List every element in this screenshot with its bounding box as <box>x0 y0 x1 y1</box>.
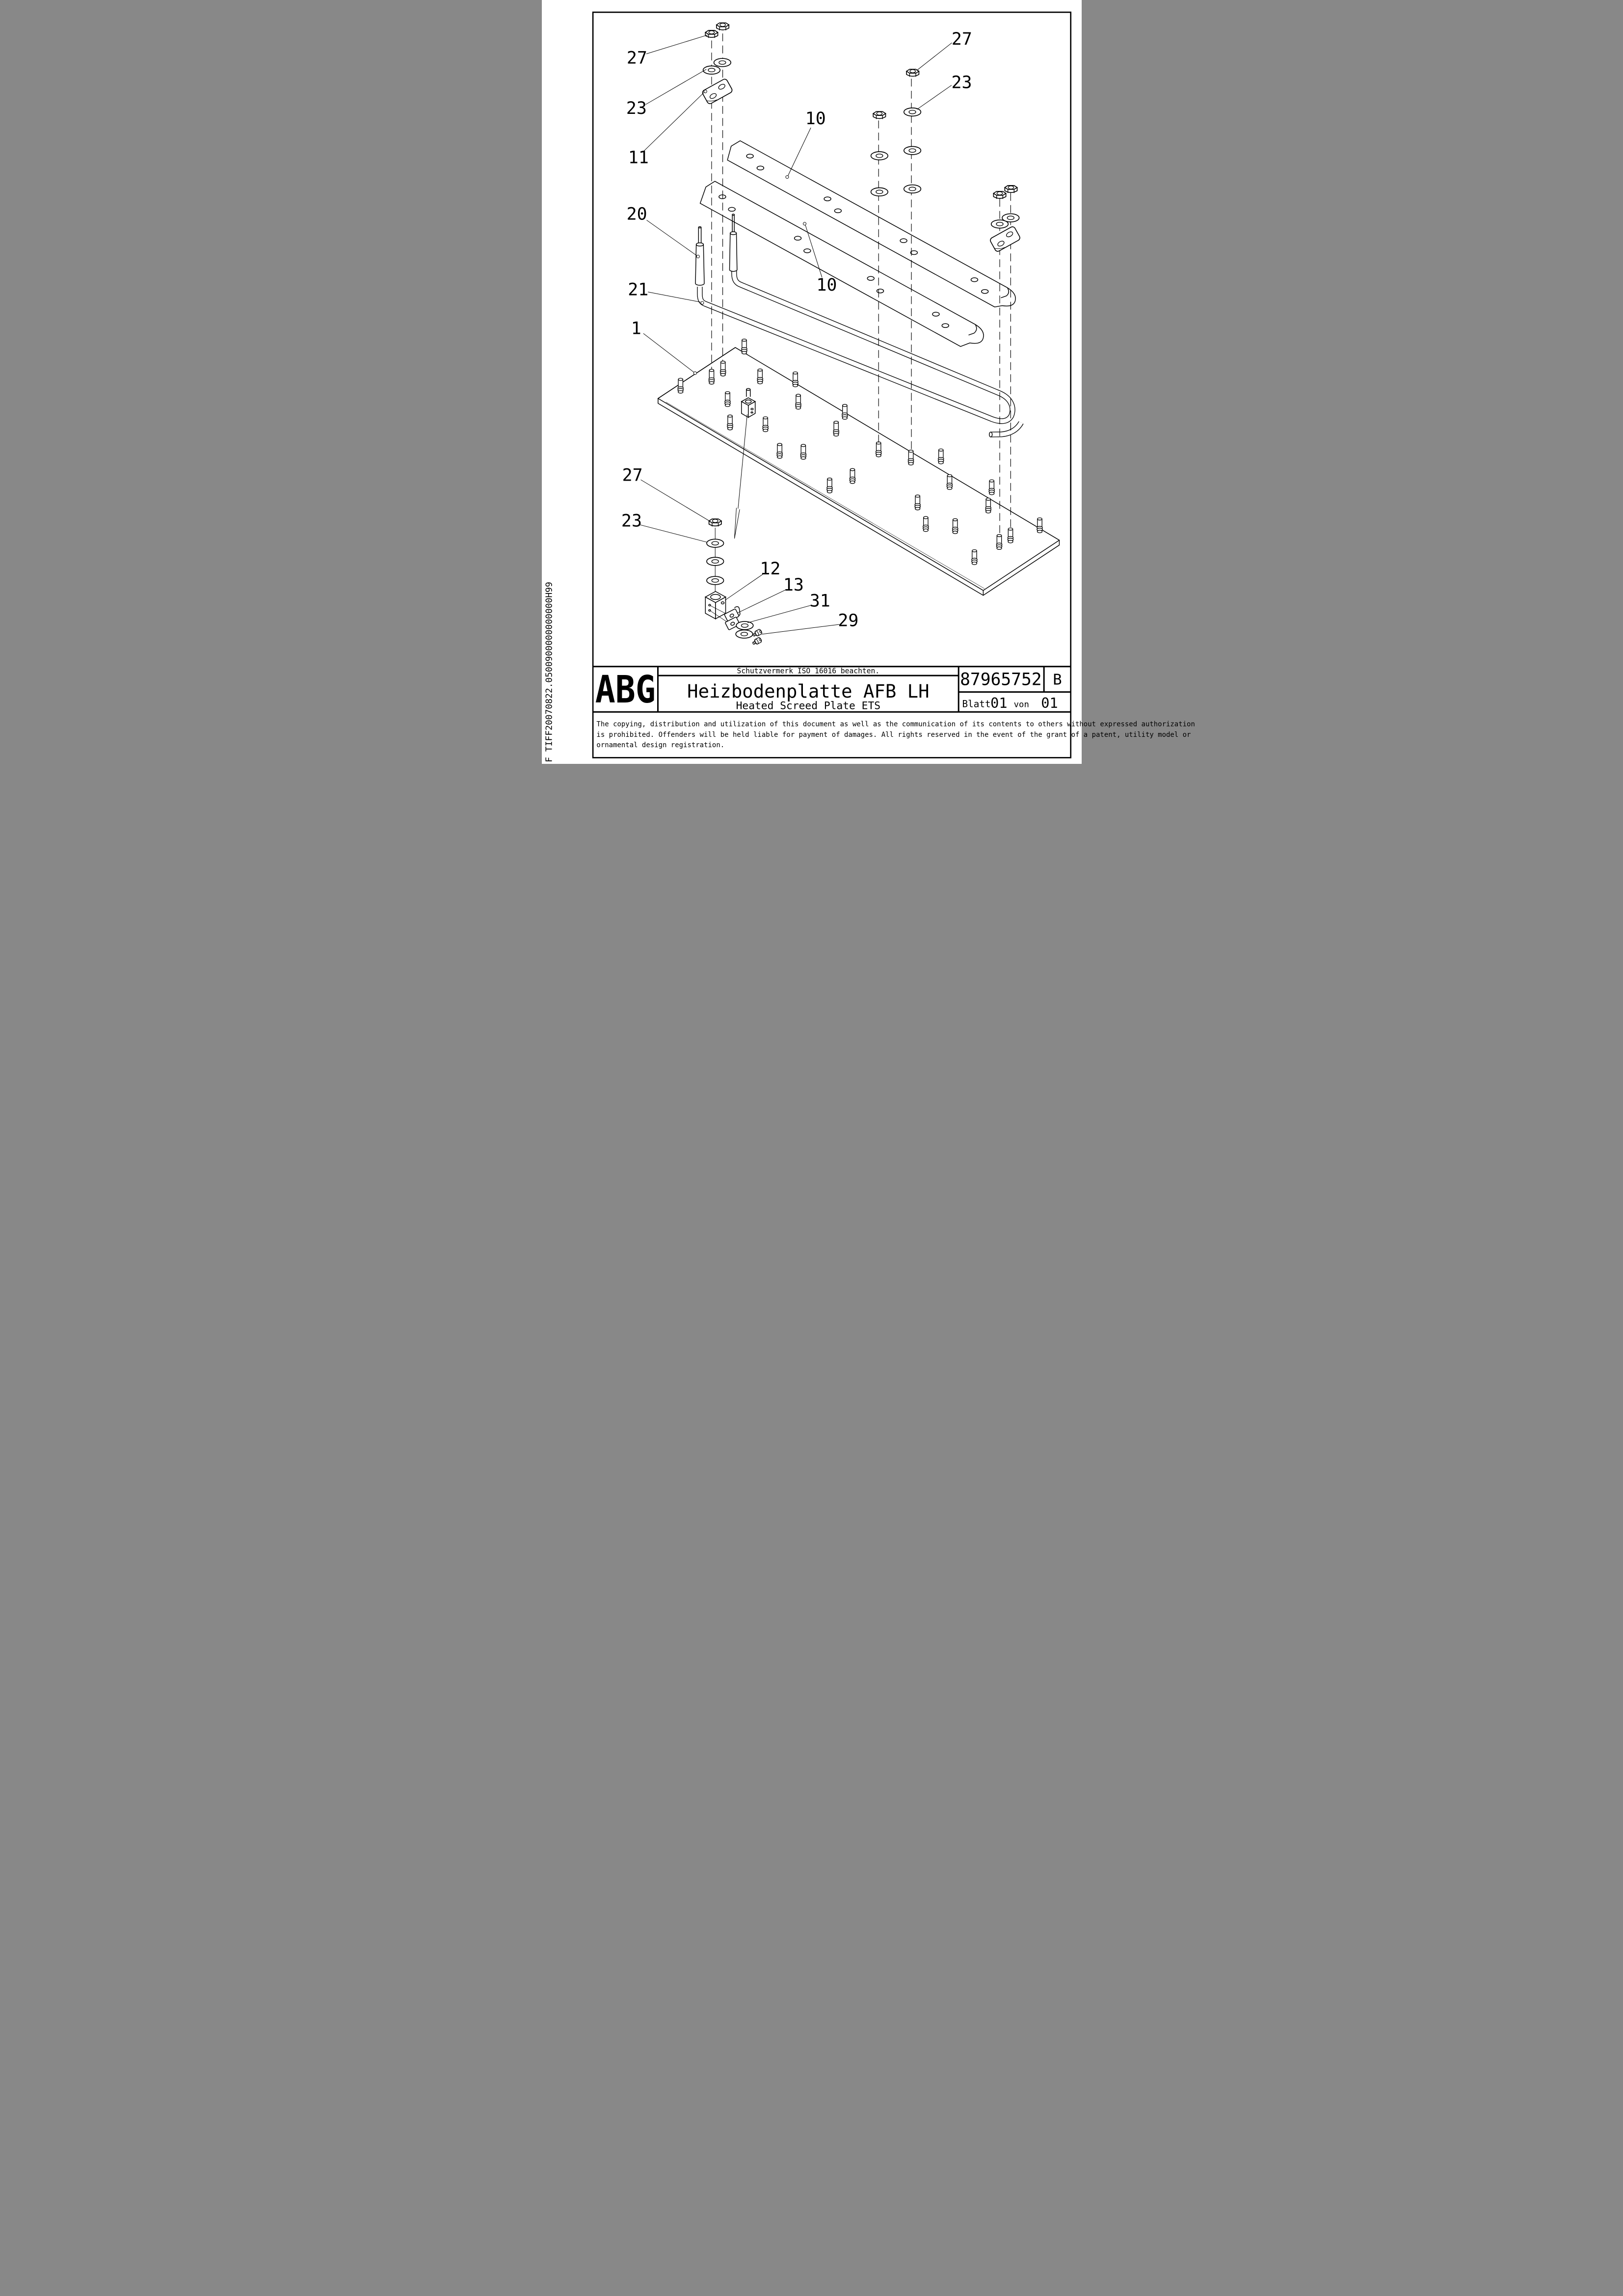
washer <box>871 152 888 160</box>
weld-stud <box>850 468 855 484</box>
weld-stud <box>800 444 806 459</box>
rail-hole <box>932 312 939 316</box>
rail-hole <box>942 324 949 327</box>
weld-stud <box>826 478 832 493</box>
rail-hole <box>877 289 883 293</box>
rail-hole <box>971 278 978 282</box>
weld-stud <box>727 415 732 430</box>
rail-hole <box>794 236 801 240</box>
leader-dot <box>785 176 788 179</box>
sheet-label: Blatt <box>962 698 991 710</box>
callout-number: 31 <box>809 591 830 611</box>
rail-hole <box>824 197 831 201</box>
sheet-total: 01 <box>1040 694 1058 711</box>
sheet-number: 01 <box>990 694 1008 711</box>
weld-stud <box>985 498 991 513</box>
weld-stud <box>947 475 952 490</box>
rail-hole <box>867 276 874 280</box>
washer <box>706 539 723 547</box>
rail-hole <box>718 195 725 199</box>
weld-stud <box>876 442 881 457</box>
callout-number: 27 <box>951 29 972 49</box>
lock-nut <box>716 23 728 30</box>
tube-open-end <box>989 432 992 437</box>
rail-hole <box>900 239 907 243</box>
weld-stud <box>720 361 725 376</box>
leader-dot <box>696 255 699 258</box>
weld-stud <box>938 449 943 464</box>
washer <box>706 576 723 585</box>
washer <box>904 146 921 155</box>
washer <box>1002 214 1019 222</box>
leader-dot <box>693 372 696 375</box>
protection-note: Schutzvermerk ISO 16016 beachten. <box>737 667 879 675</box>
leader-dot <box>704 90 707 93</box>
weld-stud <box>833 421 839 436</box>
weld-stud <box>741 339 746 354</box>
leader-dot <box>803 222 806 225</box>
legal-line-3: ornamental design registration. <box>596 741 724 750</box>
weld-stud <box>724 392 730 407</box>
washer <box>871 188 888 196</box>
margin-file-code: F TIFF20070822.0500900000000000H99 <box>544 582 555 762</box>
callout-number: 10 <box>816 275 837 296</box>
lock-nut <box>873 111 885 119</box>
weld-stud <box>795 394 800 409</box>
weld-stud <box>792 372 798 387</box>
weld-stud <box>923 516 928 532</box>
weld-stud <box>915 495 920 510</box>
legal-line-2: is prohibited. Offenders will be held liable for payment of damages. All rights reserved in the event of the grant of a patent, utility model or <box>596 730 1191 739</box>
lock-nut <box>705 30 718 38</box>
weld-stud <box>757 369 763 384</box>
lock-nut <box>993 191 1006 199</box>
weld-stud <box>1008 528 1013 543</box>
weld-stud <box>763 417 768 432</box>
callout-number: 11 <box>628 148 649 168</box>
weld-stud <box>842 405 847 420</box>
drawing-title-de: Heizbodenplatte AFB LH <box>687 680 930 702</box>
rail-hole <box>746 154 753 158</box>
rail-hole <box>981 290 988 294</box>
weld-stud <box>776 443 782 459</box>
revision-letter: B <box>1052 671 1062 689</box>
drawing-title-en: Heated Screed Plate ETS <box>736 700 880 712</box>
legal-line-1: The copying, distribution and utilization of this document as well as the communication of its contents to others without expressed authorization <box>596 720 1195 729</box>
callout-number: 29 <box>837 611 858 631</box>
leader-dot <box>700 301 703 304</box>
small-washer <box>736 630 753 638</box>
callout-number: 12 <box>759 559 780 579</box>
callout-number: 20 <box>626 204 647 224</box>
weld-stud <box>1037 518 1042 533</box>
callout-number: 23 <box>626 99 647 119</box>
washer <box>904 108 921 116</box>
weld-stud <box>908 450 913 465</box>
small-washer <box>736 621 753 630</box>
weld-stud <box>952 518 958 534</box>
weld-stud <box>971 550 977 565</box>
rail-hole <box>728 207 735 211</box>
washer <box>904 185 921 193</box>
callout-number: 1 <box>631 319 641 339</box>
callout-number: 13 <box>783 575 804 595</box>
brand-logo: ABG <box>595 668 656 712</box>
rail-hole <box>757 166 764 170</box>
callout-number: 27 <box>622 465 643 486</box>
callout-number: 27 <box>626 48 647 68</box>
rail-hole <box>834 209 841 213</box>
washer <box>706 557 723 566</box>
callout-number: 23 <box>951 73 972 93</box>
weld-stud <box>678 378 683 393</box>
part-number: 87965752 <box>959 670 1042 690</box>
drawing-sheet <box>542 0 1195 764</box>
sheet-of-label: von <box>1013 700 1029 710</box>
washer <box>714 58 731 67</box>
lock-nut <box>1005 186 1017 193</box>
callout-number: 21 <box>627 280 648 300</box>
exploded-parts-drawing <box>542 0 1195 764</box>
weld-stud <box>709 369 714 384</box>
callout-number: 10 <box>805 108 826 129</box>
weld-stud <box>996 535 1002 550</box>
washer <box>703 66 720 74</box>
lock-nut <box>709 519 721 526</box>
callout-number: 23 <box>621 511 642 531</box>
weld-stud <box>989 480 994 495</box>
rail-hole <box>803 249 810 253</box>
